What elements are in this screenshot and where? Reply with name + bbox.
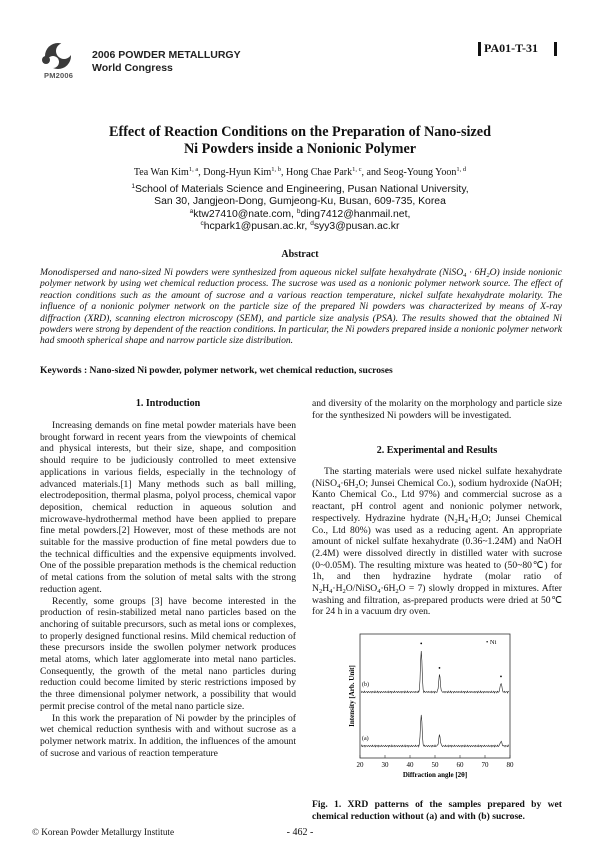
author-1: Tea Wan Kim [133,167,189,178]
paper-code-bar-left [478,42,481,56]
x-tick-label-0: 20 [356,761,364,769]
peak-marker-0-1: • [438,664,441,673]
experimental-body: The starting materials were used nickel sulfate hexahydrate ($NiSO_4\cdot 6H_2O$; Junsei Chemical Co.), sodium hydroxide (NaOH; Kanto Chemical Co., Ltd 97%) and commercial sucrose as a reactant, pH control agent and nonionic polymer network, respectively. Hydrazine hydrate ($N_2H_4\cdot H_2O$; Junsei Chemical Co., Ltd 80%) was used as a reducing agent. An appropriate amount of nickel sulfate hexahydrate (0.36~1.24M) and NaOH (2.4M) were dissolved directly in distilled water with sucrose (0~0.05M). The resulting mixture was heated to (50~80℃) for 1h, and then hydrazine hydrate (molar ratio of $N_2H_4\cdot H_2O/NiSO_4\cdot 6H_2O = 7$) slowly dropped in mixtures. After washing and filtration, as-prepared products were dried at 50℃ for 24 h in a vacuum dry oven. [312,466,563,618]
introduction-continuation: and diversity of the molarity on the morphology and particle size for the synthesized Ni powders will be investigated. [312,398,562,421]
figure-caption: Fig. 1. XRD patterns of the samples prepared by wet chemical reduction without (a) and with (b) sucrose. [312,799,562,822]
email-c[interactable]: hcpark1@pusan.ac.kr [203,221,305,233]
abstract-body: Monodispersed and nano-sized Ni powders were synthesized from aqueous nickel sulfate hexahydrate (NiSO$_4$ · $6H_2O$) inside nonionic polymer network by using wet chemical reduction process. The sucrose was used as a nonionic polymer network source. The effect of reaction conditions such as the amount of sucrose and a various reaction temperature, nickel sulfate hexahydrate molarity. The influence of a nonionic polymer network on the particle size of the prepared Ni powders was characterized by means of X-ray diffraction (XRD), scanning electron microscopy (SEM), and particle size analysis (PSA). The results showed that the obtained Ni powders were strong by dependent of the reaction conditions. In particular, the Ni powders prepared inside a nonionic polymer network had smooth spherical shape and narrow particle size distribution. [40,267,562,347]
abstract-heading: Abstract [281,249,319,260]
email-a[interactable]: ktw27410@nate.com [193,208,292,220]
x-tick-label-5: 70 [481,761,489,769]
keywords: Keywords : Nano-sized Ni powder, polymer network, wet chemical reduction, sucroses [40,365,393,376]
paper-code: PA01-T-31 [484,41,538,55]
logo-text: PM2006 [44,71,74,80]
x-tick-label-6: 80 [506,761,514,769]
title-line-1: Effect of Reaction Conditions on the Preparation of Nano-sized [109,124,491,140]
email-d[interactable]: syy3@pusan.ac.kr [313,221,400,233]
section-heading-experimental: 2. Experimental and Results [376,445,498,456]
paper-title [60,124,540,158]
conference-subtitle: World Congress [92,62,173,74]
legend-ni: • Ni [486,639,497,646]
affiliation-line-2: San 30, Jangjeon-Dong, Gumjeong-Ku, Busan, 609-735, Korea [154,196,446,208]
section-heading-introduction: 1. Introduction [135,398,201,409]
peak-marker-0-0: • [420,640,423,648]
author-list: Tea Wan Kim$^{1, a}$, Dong-Hyun Kim$^{1, b}$, Hong Chae Park$^{1, c}$, and Seog-Young Yoon$^{1, d}$ [133,166,467,178]
peak-marker-0-2: • [499,672,503,681]
author-4: Seog-Young Yoon [383,167,457,178]
x-tick-label-4: 60 [456,761,464,769]
x-tick-label-2: 40 [406,761,414,769]
y-axis-label: Intensity [Arb. Unit] [348,665,356,727]
affiliation-line-1: School of Materials Science and Engineering, Pusan National University, [134,184,469,195]
x-tick-label-1: 30 [381,761,389,769]
title-line-2: Ni Powders inside a Nonionic Polymer [183,141,417,157]
intro-paragraph-3: In this work the preparation of Ni powder by the principles of wet chemical reduction synthesis with and without sucrose as a polymer network matrix. In addition, the influences of the amount of sucrose and various of reaction temperature [40,712,296,759]
series-label-0: (b) [362,682,369,688]
affiliation: $^1$School of Materials Science and Engineering, Pusan National University, San 30, Jangjeon-Dong, Gumjeong-Ku, Busan, 609-735, Korea $^a$ktw27410@nate.com, $^b$ding7412@hanmail.net, $^c$hcpark1@pusan.ac.kr, $^d$syy3@pusan.ac.kr [60,184,540,234]
introduction-body [40,420,296,759]
conference-title: 2006 POWDER METALLURGY [92,49,241,61]
intro-paragraph-2: Recently, some groups [3] have become interested in the production of resin-stabilized metal nano particles based on the anchoring of suitable precursors, such as metal ions or complexes, to properly designed functional resins. Mild chemical reduction of these precursors inside the swollen polymer network produces metal atoms, which later agglomerate into metal nano particles. Consequently, the growth of the metal nano particles during reduction could become limited by steric restrictions imposed by the three dimensional polymer network, a possibility that would permit precise control of the metal nano particle size. [40,595,296,712]
series-line-0 [361,651,509,693]
x-tick-label-3: 50 [431,761,439,769]
plot-frame [360,634,510,758]
author-2: Dong-Hyun Kim [203,167,272,178]
page-number: - 462 - [286,827,314,838]
intro-paragraph-1: Increasing demands on fine metal powder materials have been brought forward in recent years from the viewpoints of chemical and physical interests, but their size, shape, and composition should require to be judiciously controlled to meet extensive applications in various fields, especially in the technology of advanced materials.[1] Many methods such as ball milling, electrodeposition, thermal plasma, polyol process, chemical vapor deposition, chemical reduction in aqueous solution and microwave-hydrothermal method have been applied to prepare fine metal powders.[2] However, most of these methods are not suitable for the massive production of fine metal powders due to the technical difficulties and the expensive equipments involved. One of the possible preparation methods is the chemical reduction of metal cations from the solution of metal salts with the strong reduction agent. [40,420,296,595]
paper-code-bar-right [554,42,557,56]
series-line-1 [361,715,509,747]
email-b[interactable]: ding7412@hanmail.net [300,208,408,220]
xrd-chart [340,630,530,792]
x-axis-label: Diffraction angle [2θ] [402,771,468,779]
footer-copyright: © Korean Powder Metallurgy Institute [32,827,175,837]
series-label-1: (a) [362,736,369,742]
author-3: Hong Chae Park [286,167,353,178]
